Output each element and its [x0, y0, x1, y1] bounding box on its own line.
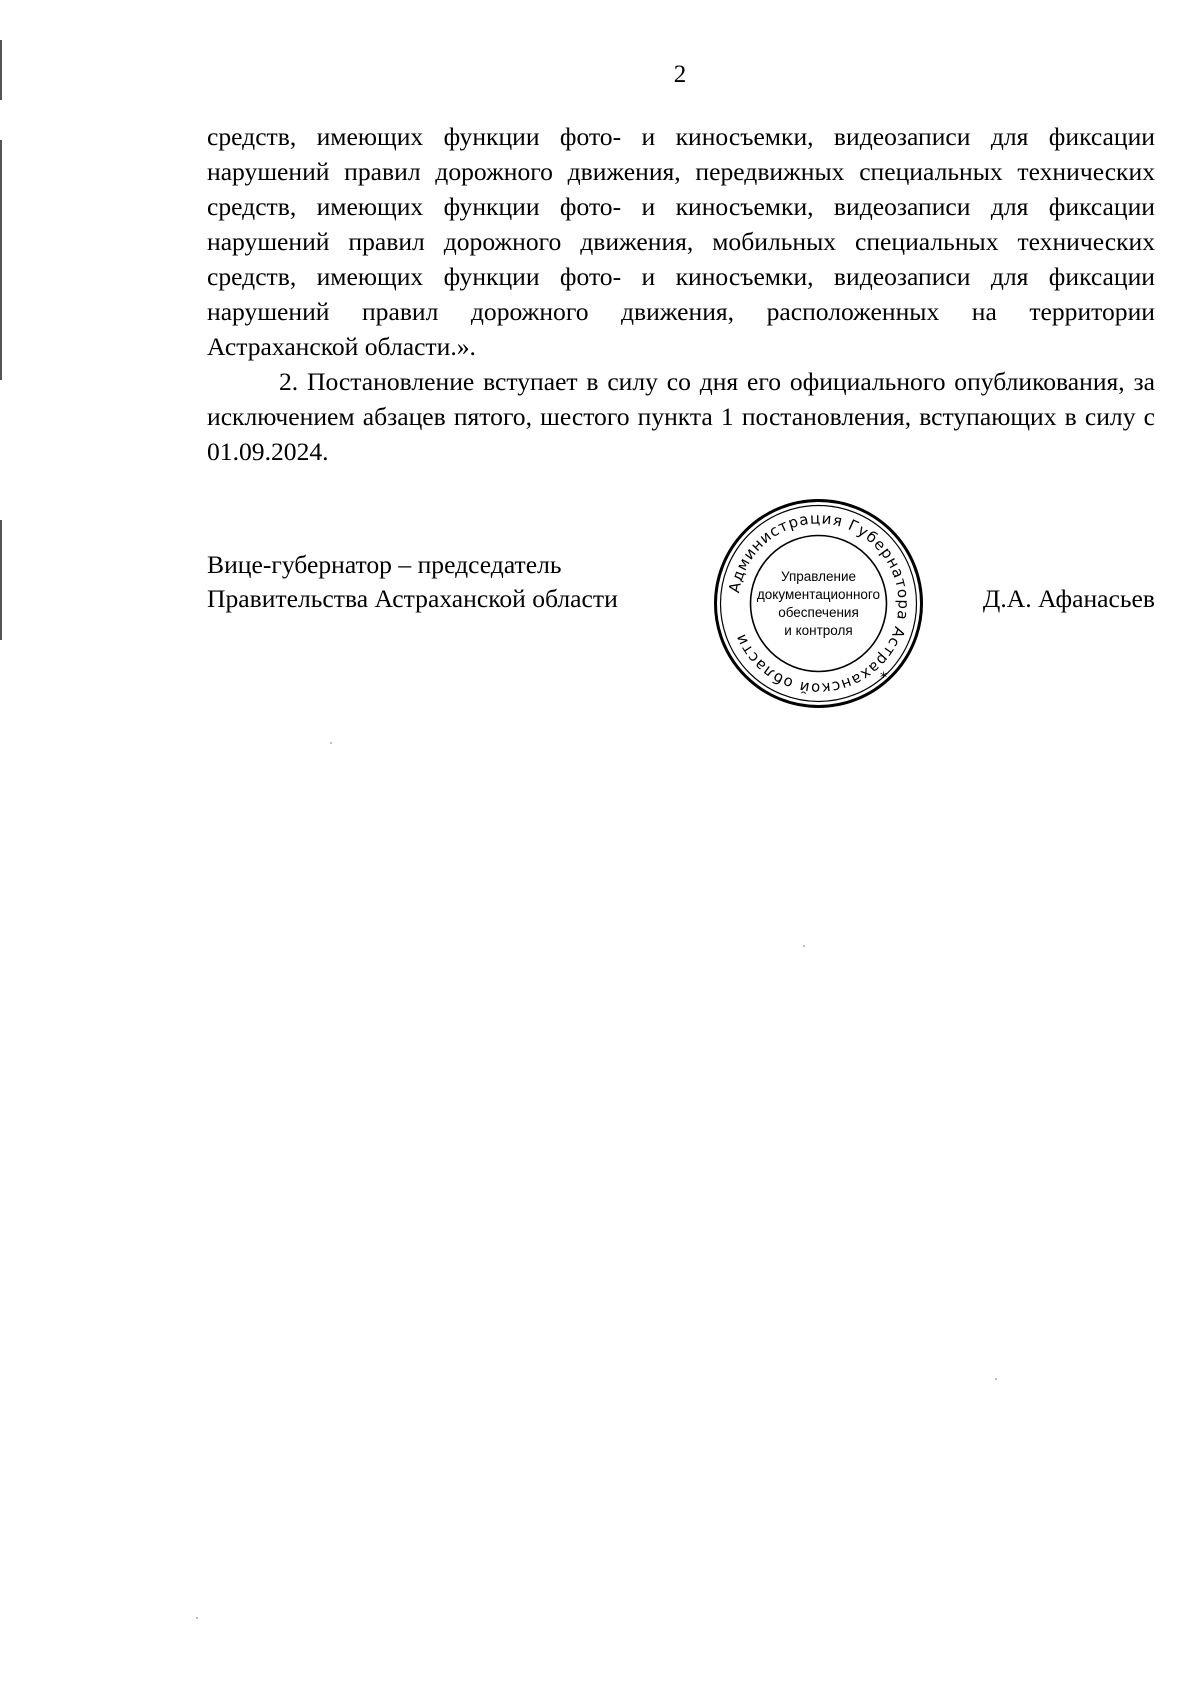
paragraph-item-2: 2. Постановление вступает в силу со дня его официального опубликования, за исключением абзацев пятого, шестого пункта 1 постановления, вступающих в силу с 01.09.2024.: [207, 367, 1155, 466]
stamp-inner-line: документационного: [756, 587, 881, 602]
stamp-inner-line: Управление: [780, 569, 857, 584]
stamp-inner-line: обеспечения: [778, 605, 859, 620]
document-body: [207, 119, 1155, 469]
scan-speck: [196, 1617, 198, 1619]
page-number: 2: [673, 61, 687, 88]
stamp-outer-text: Администрация Губернатора Астраханской области: [725, 509, 913, 698]
scan-speck: [995, 1378, 997, 1380]
signature-block: [207, 548, 1155, 728]
signatory-position-line: Вице-губернатор – председатель: [207, 550, 562, 579]
stamp-outer-ring: [716, 501, 922, 707]
star-icon: *: [880, 670, 887, 686]
scan-speck: [803, 945, 805, 947]
stamp-graphic: [712, 497, 925, 710]
paragraph-continuation: средств, имеющих функции фото- и киносъемки, видеозаписи для фиксации нарушений правил дорожного движения, передвижных специальных технических средств, имеющих функции фото- и киносъемки, видеозаписи для фиксации нарушений правил дорожного движения, мобильных специальных технических средств, имеющих функции фото- и киносъемки, видеозаписи для фиксации нарушений правил дорожного движения, расположенных на территории Астраханской области.».: [207, 122, 1155, 361]
stamp-inner-line: и контроля: [784, 623, 853, 638]
scan-speck: [330, 742, 332, 744]
signatory-name: Д.А. Афанасьев: [982, 584, 1155, 613]
scan-edge-mark: [0, 140, 2, 380]
signatory-position-line: Правительства Астраханской области: [207, 584, 618, 613]
official-stamp: [712, 497, 925, 710]
scan-edge-marks: [0, 0, 3, 700]
scan-edge-mark: [0, 520, 2, 640]
stamp-inner-ring: [751, 536, 887, 672]
signatory-position: [207, 548, 618, 616]
